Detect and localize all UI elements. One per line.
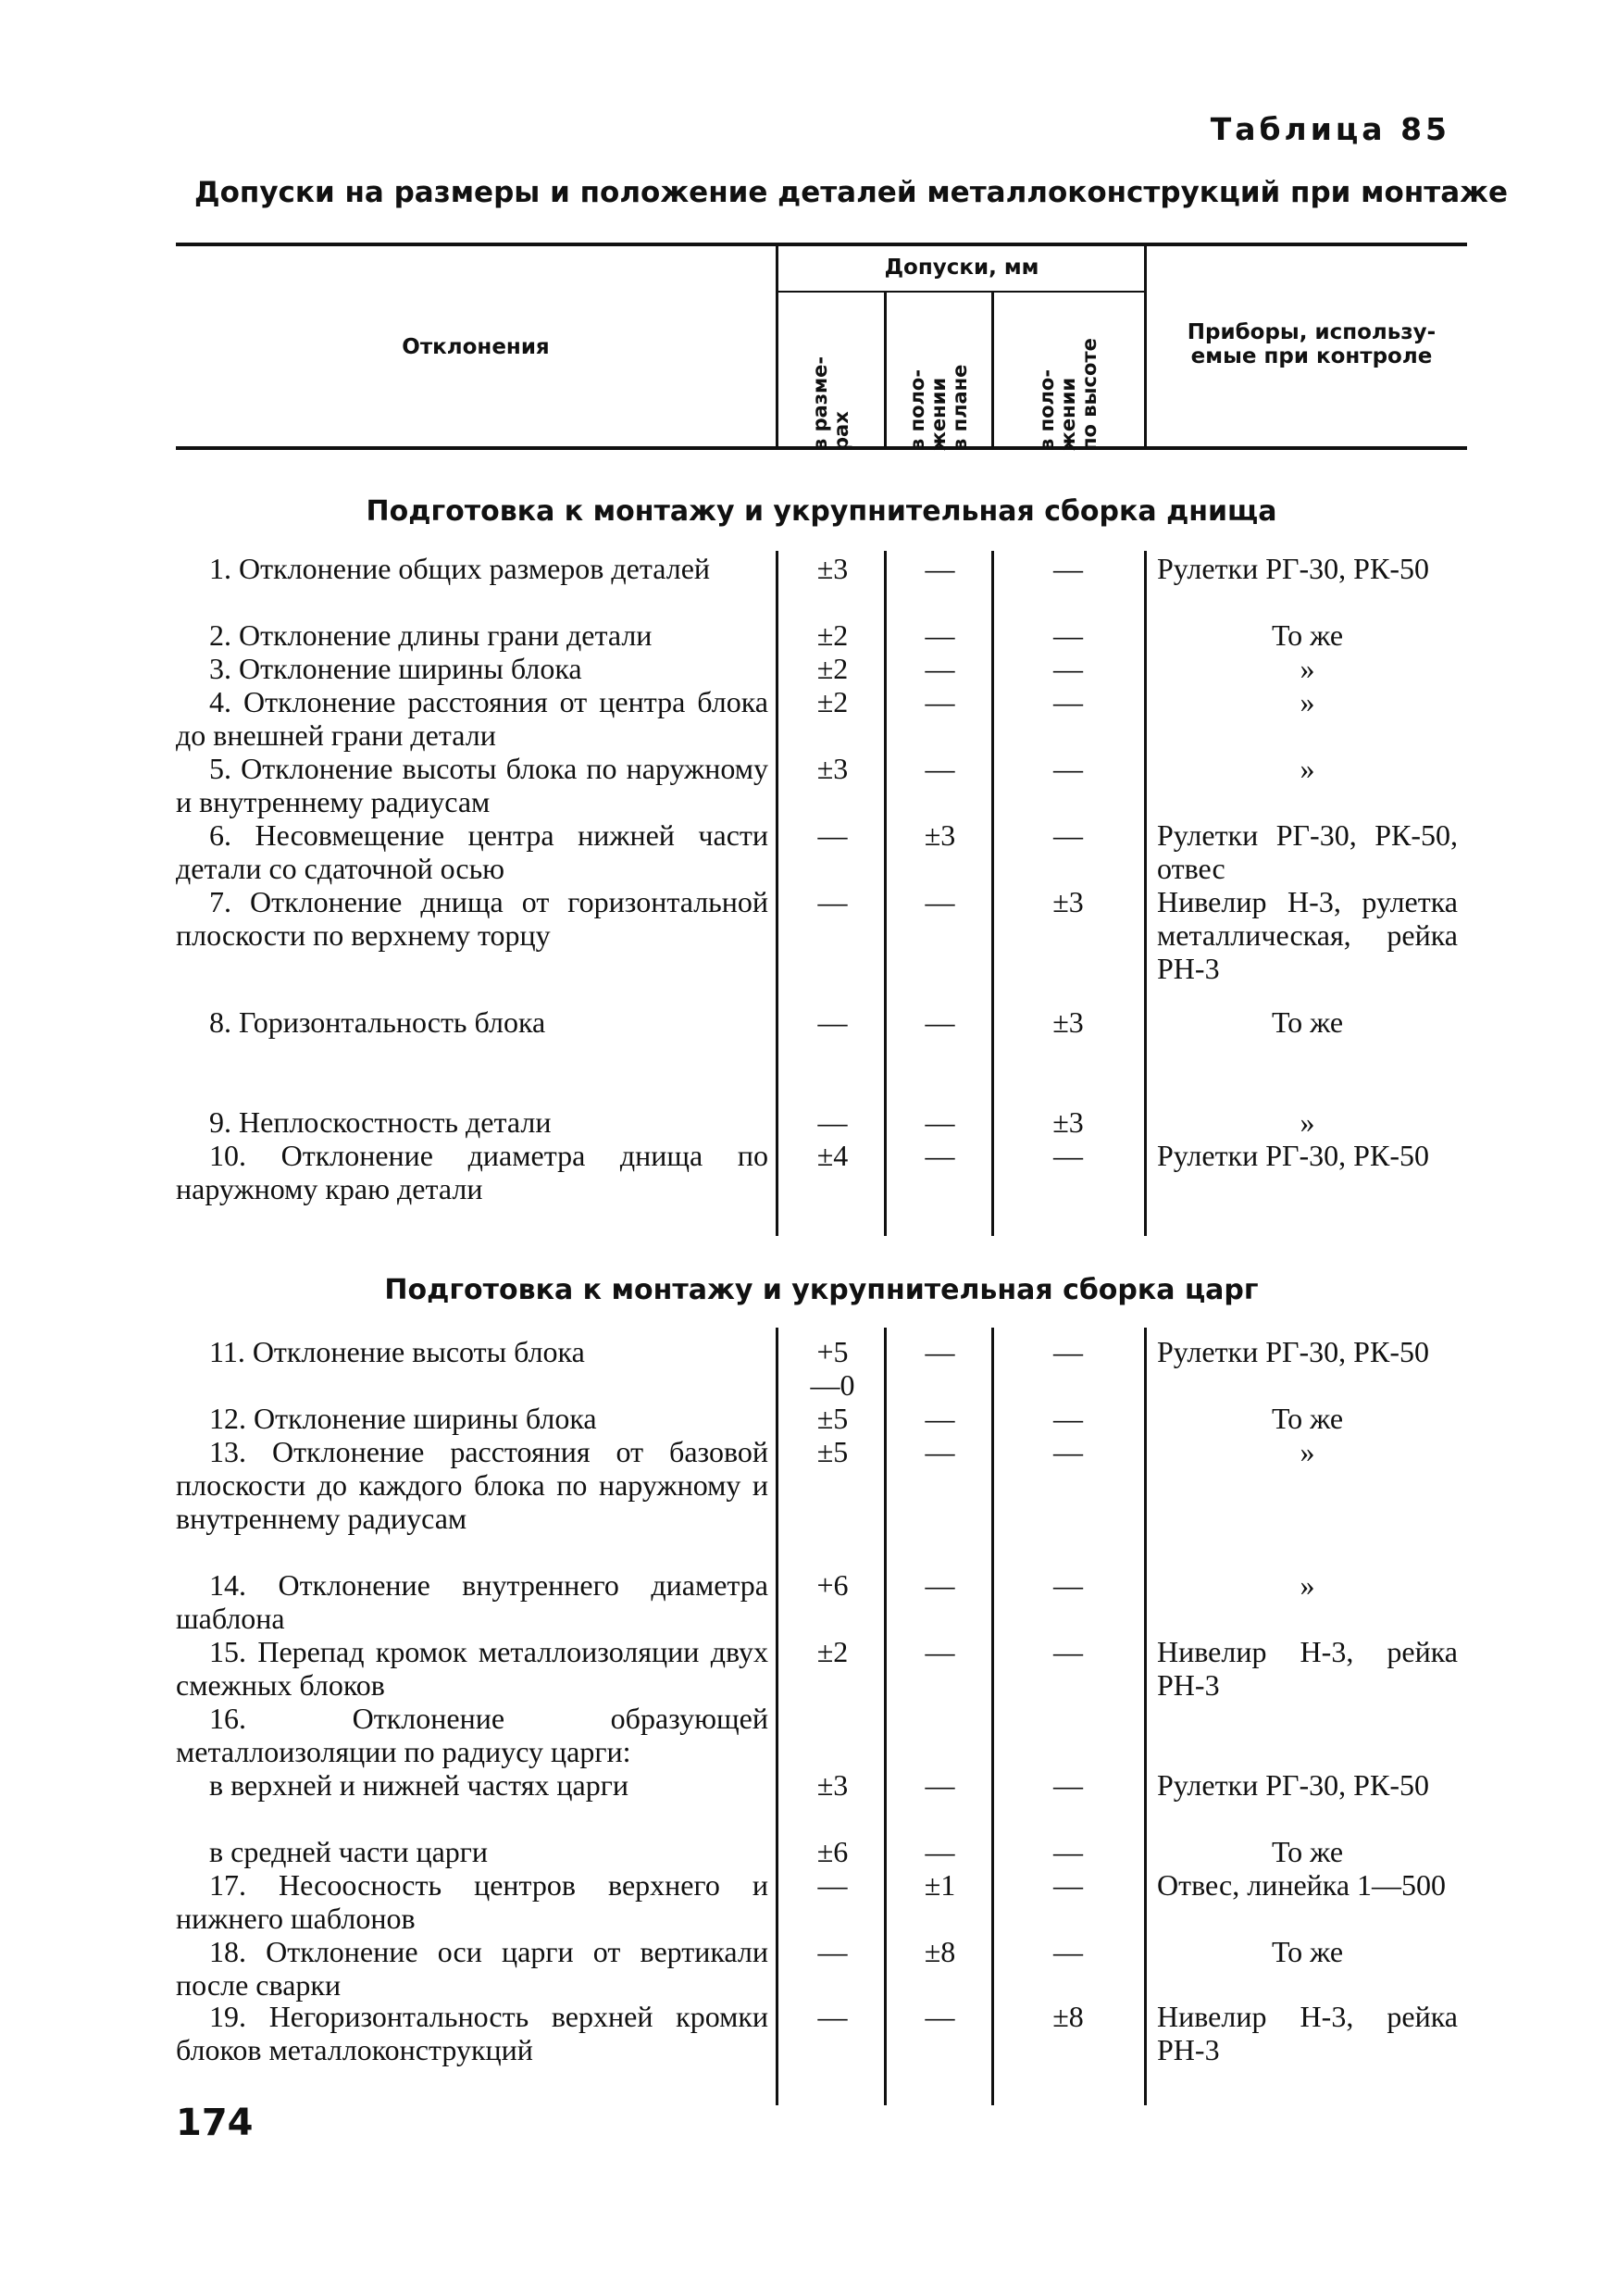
row-size-tolerance: — bbox=[817, 1935, 848, 1968]
row-size-tolerance: ±5 bbox=[816, 1402, 849, 1435]
row-instrument: Рулетки РГ-30, РК-50 bbox=[1157, 552, 1429, 585]
s1-divider-desc bbox=[776, 551, 778, 1236]
row-description: 17. Несоосность центров верхнего и нижнего шаблонов bbox=[176, 1868, 768, 1935]
column-header-tolerances: Допуски, мм bbox=[884, 256, 1039, 280]
row-plan-tolerance: — bbox=[925, 1835, 955, 1868]
row-description: 4. Отклонение расстояния от центра блока до внешней грани детали bbox=[176, 685, 768, 752]
row-size-tolerance: ±4 bbox=[816, 1139, 849, 1172]
row-height-tolerance: — bbox=[1053, 618, 1083, 652]
row-size-tolerance: — bbox=[817, 2000, 848, 2033]
row-description: 9. Неплоскостность детали bbox=[209, 1105, 552, 1139]
row-instrument: Рулетки РГ-30, РК-50 bbox=[1157, 1768, 1429, 1802]
row-height-tolerance: — bbox=[1053, 1635, 1083, 1668]
row-plan-tolerance: — bbox=[925, 552, 955, 585]
row-plan-tolerance: — bbox=[925, 1139, 955, 1172]
row-height-tolerance: — bbox=[1053, 1139, 1083, 1172]
header-divider-size bbox=[884, 293, 887, 446]
row-plan-tolerance: — bbox=[925, 1435, 955, 1468]
table-label: Таблица 85 bbox=[1210, 111, 1450, 147]
row-height-tolerance: — bbox=[1053, 1568, 1083, 1602]
row-size-tolerance: ±2 bbox=[816, 1635, 849, 1668]
row-description: 12. Отклонение ширины блока bbox=[209, 1402, 597, 1435]
row-instrument: Нивелир Н-3, рейка РН-3 bbox=[1157, 1635, 1458, 1702]
row-size-tolerance: ±3 bbox=[816, 552, 849, 585]
row-instrument: » bbox=[1300, 1435, 1315, 1468]
row-description: 8. Горизонтальность блока bbox=[209, 1005, 546, 1039]
row-height-tolerance: — bbox=[1053, 552, 1083, 585]
row-plan-tolerance: — bbox=[925, 618, 955, 652]
row-size-tolerance: — bbox=[817, 1105, 848, 1139]
row-description: 6. Несовмещение центра нижней части детали со сдаточной осью bbox=[176, 818, 768, 885]
row-height-tolerance: — bbox=[1053, 1835, 1083, 1868]
column-header-in-height: в поло- жении по высоте bbox=[1036, 338, 1101, 451]
row-description: 15. Перепад кромок металлоизоляции двух смежных блоков bbox=[176, 1635, 768, 1702]
row-description: 2. Отклонение длины грани детали bbox=[209, 618, 653, 652]
row-instrument: Нивелир Н-3, рулетка металлическая, рейка РН-3 bbox=[1157, 885, 1458, 985]
row-plan-tolerance: ±8 bbox=[924, 1935, 956, 1968]
row-instrument: То же bbox=[1271, 618, 1344, 652]
row-description: 11. Отклонение высоты блока bbox=[209, 1335, 585, 1368]
row-instrument: То же bbox=[1271, 1005, 1344, 1039]
row-height-tolerance: — bbox=[1053, 685, 1083, 718]
row-instrument: То же bbox=[1271, 1935, 1344, 1968]
row-plan-tolerance: — bbox=[925, 752, 955, 785]
row-size-tolerance: ±6 bbox=[816, 1835, 849, 1868]
row-size-tolerance: — bbox=[817, 1005, 848, 1039]
row-description: 1. Отклонение общих размеров деталей bbox=[209, 552, 711, 585]
row-height-tolerance: — bbox=[1053, 1402, 1083, 1435]
row-instrument: Отвес, линейка 1—500 bbox=[1157, 1868, 1447, 1902]
row-size-tolerance: ±3 bbox=[816, 1768, 849, 1802]
row-instrument: Рулетки РГ-30, РК-50 bbox=[1157, 1139, 1429, 1172]
row-height-tolerance: ±3 bbox=[1052, 1105, 1084, 1139]
row-height-tolerance: ±8 bbox=[1052, 2000, 1084, 2033]
row-instrument: » bbox=[1300, 752, 1315, 785]
row-size-tolerance: ±2 bbox=[816, 652, 849, 685]
column-header-instruments: Приборы, использу- емые при контроле bbox=[1187, 320, 1437, 368]
tolerance-group-rule bbox=[777, 291, 1146, 293]
row-description: 14. Отклонение внутреннего диаметра шаблона bbox=[176, 1568, 768, 1635]
row-description: 19. Негоризонтальность верхней кромки блоков металлоконструкций bbox=[176, 2000, 768, 2066]
header-divider-plan bbox=[991, 293, 994, 446]
row-height-tolerance: — bbox=[1053, 1768, 1083, 1802]
row-instrument: » bbox=[1300, 1568, 1315, 1602]
row-plan-tolerance: — bbox=[925, 1335, 955, 1368]
row-instrument: То же bbox=[1271, 1402, 1344, 1435]
row-instrument: Рулетки РГ-30, РК-50 bbox=[1157, 1335, 1429, 1368]
row-plan-tolerance: — bbox=[925, 1402, 955, 1435]
row-height-tolerance: — bbox=[1053, 1935, 1083, 1968]
row-description: 3. Отклонение ширины блока bbox=[209, 652, 582, 685]
row-plan-tolerance: — bbox=[925, 685, 955, 718]
row-instrument: » bbox=[1300, 1105, 1315, 1139]
row-height-tolerance: — bbox=[1053, 1868, 1083, 1902]
row-size-tolerance: ±2 bbox=[816, 685, 849, 718]
row-plan-tolerance: — bbox=[925, 2000, 955, 2033]
row-plan-tolerance: — bbox=[925, 1635, 955, 1668]
table-top-rule bbox=[176, 243, 1467, 246]
row-size-tolerance: ±2 bbox=[816, 618, 849, 652]
row-size-tolerance: — bbox=[817, 818, 848, 852]
row-instrument: » bbox=[1300, 685, 1315, 718]
column-header-deviations: Отклонения bbox=[402, 335, 550, 359]
column-header-in-sizes: в разме- рах bbox=[809, 356, 852, 451]
row-height-tolerance: ±3 bbox=[1052, 1005, 1084, 1039]
row-plan-tolerance: ±3 bbox=[924, 818, 956, 852]
s2-divider-desc bbox=[776, 1328, 778, 2105]
row-plan-tolerance: ±1 bbox=[924, 1868, 956, 1902]
row-size-tolerance: +5 —0 bbox=[810, 1335, 855, 1402]
row-description: 10. Отклонение диаметра днища по наружному краю детали bbox=[176, 1139, 768, 1205]
row-plan-tolerance: — bbox=[925, 1768, 955, 1802]
row-size-tolerance: +6 bbox=[816, 1568, 849, 1602]
row-height-tolerance: ±3 bbox=[1052, 885, 1084, 918]
row-height-tolerance: — bbox=[1053, 818, 1083, 852]
row-plan-tolerance: — bbox=[925, 1105, 955, 1139]
row-description: в средней части царги bbox=[209, 1835, 489, 1868]
row-description: 13. Отклонение расстояния от базовой плоскости до каждого блока по наружному и внутреннему радиусам bbox=[176, 1435, 768, 1535]
row-description: 16. Отклонение образующей металлоизоляции по радиусу царги: bbox=[176, 1702, 768, 1768]
row-description: 7. Отклонение днища от горизонтальной плоскости по верхнему торцу bbox=[176, 885, 768, 952]
row-description: 5. Отклонение высоты блока по наружному и внутреннему радиусам bbox=[176, 752, 768, 818]
s2-divider-inst bbox=[1144, 1328, 1147, 2105]
row-description: в верхней и нижней частях царги bbox=[209, 1768, 628, 1802]
row-instrument: » bbox=[1300, 652, 1315, 685]
section-title-shells: Подготовка к монтажу и укрупнительная сборка царг bbox=[384, 1274, 1259, 1306]
row-height-tolerance: — bbox=[1053, 1435, 1083, 1468]
row-height-tolerance: — bbox=[1053, 652, 1083, 685]
row-instrument: Рулетки РГ-30, РК-50, отвес bbox=[1157, 818, 1458, 885]
row-instrument: То же bbox=[1271, 1835, 1344, 1868]
column-header-in-plan: в поло- жении в плане bbox=[906, 364, 971, 451]
row-plan-tolerance: — bbox=[925, 1568, 955, 1602]
row-plan-tolerance: — bbox=[925, 885, 955, 918]
row-plan-tolerance: — bbox=[925, 1005, 955, 1039]
s1-divider-inst bbox=[1144, 551, 1147, 1236]
section-title-bottom: Подготовка к монтажу и укрупнительная сборка днища bbox=[366, 495, 1277, 528]
row-size-tolerance: ±3 bbox=[816, 752, 849, 785]
row-instrument: Нивелир Н-3, рейка РН-3 bbox=[1157, 2000, 1458, 2066]
row-description: 18. Отклонение оси царги от вертикали после сварки bbox=[176, 1935, 768, 2002]
row-height-tolerance: — bbox=[1053, 1335, 1083, 1368]
table-title: Допуски на размеры и положение деталей металлоконструкций при монтаже bbox=[194, 176, 1508, 209]
row-size-tolerance: — bbox=[817, 885, 848, 918]
row-height-tolerance: — bbox=[1053, 752, 1083, 785]
page-number: 174 bbox=[176, 2102, 254, 2144]
row-size-tolerance: ±5 bbox=[816, 1435, 849, 1468]
row-size-tolerance: — bbox=[817, 1868, 848, 1902]
row-plan-tolerance: — bbox=[925, 652, 955, 685]
